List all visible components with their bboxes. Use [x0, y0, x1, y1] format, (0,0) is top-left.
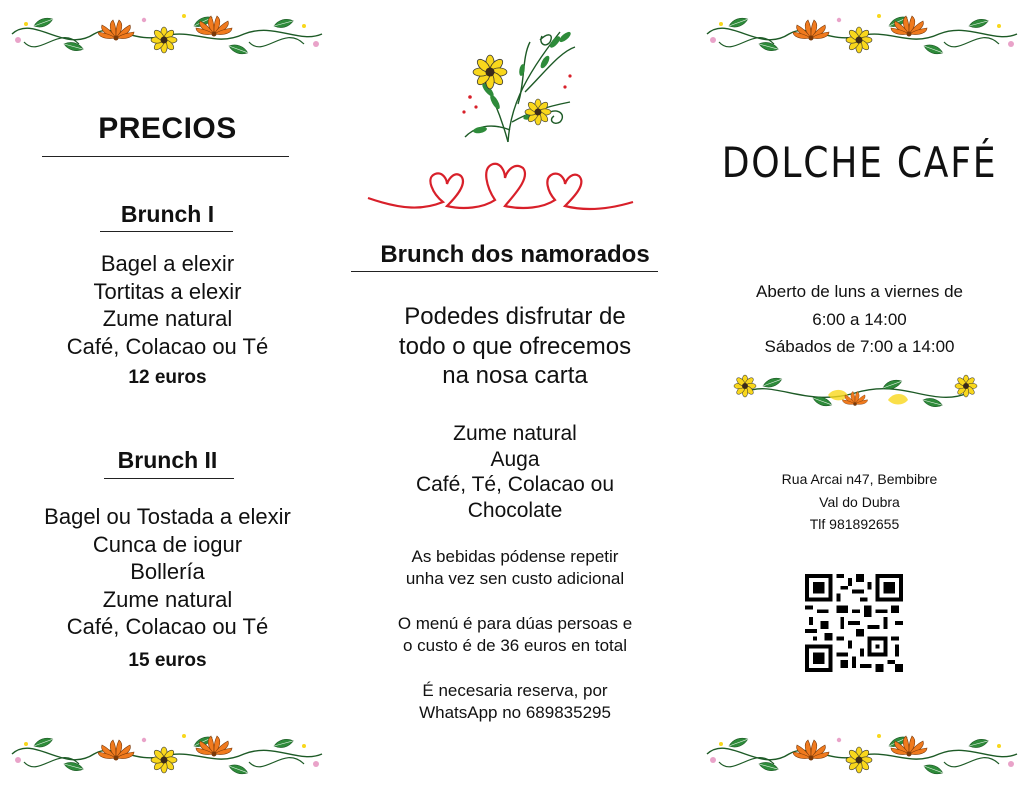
floral-divider-icon [733, 370, 978, 416]
note-line: O menú é para dúas persoas e [397, 614, 633, 633]
left-panel [0, 0, 335, 797]
brunch-1-underline [100, 231, 233, 232]
hearts-line-icon [363, 158, 638, 218]
address-block [695, 468, 1024, 536]
reservation-note [335, 680, 695, 724]
note-line: As bebidas pódense repetir [411, 547, 619, 566]
drink-item: Zume natural [453, 422, 577, 445]
brunch-2-price: 15 euros [128, 650, 207, 671]
note-line: WhatsApp no 689835295 [419, 703, 611, 722]
drink-item: Chocolate [467, 498, 563, 522]
qr-code-icon[interactable] [805, 574, 903, 672]
opening-hours [695, 278, 1024, 361]
address-line: Val do Dubra [819, 493, 900, 510]
special-brunch-title: Brunch dos namorados [380, 241, 650, 268]
note-line: É necesaria reserva, por [422, 681, 608, 700]
drink-item: Café, Té, Colacao ou [415, 473, 615, 496]
intro-text [335, 302, 695, 391]
special-title-underline [351, 271, 658, 272]
menu-item: Bagel a elexir [100, 251, 235, 276]
menu-item: Bollería [130, 559, 205, 584]
prices-heading: PRECIOS [98, 112, 237, 145]
menu-item: Café, Colacao ou Té [66, 614, 269, 639]
right-panel [695, 0, 1024, 797]
menu-item: Café, Colacao ou Té [66, 333, 269, 359]
menu-item: Zume natural [102, 586, 233, 612]
intro-line: na nosa carta [442, 362, 588, 389]
floral-border-icon [699, 4, 1024, 68]
price-note [335, 613, 695, 657]
note-line: o custo é de 36 euros en total [403, 636, 627, 655]
cafe-logo: DOLCHE CAFÉ [721, 138, 998, 187]
hours-line: 6:00 a 14:00 [812, 309, 907, 329]
refill-note [335, 546, 695, 590]
middle-panel [335, 0, 695, 797]
heading-underline [42, 156, 289, 157]
floral-border-icon [4, 4, 330, 68]
intro-line: todo o que ofrecemos [398, 332, 632, 360]
hours-line: Aberto de luns a viernes de [756, 282, 963, 301]
note-line: unha vez sen custo adicional [405, 569, 625, 588]
intro-line: Podedes disfrutar de [404, 303, 626, 330]
brunch-1-items [0, 250, 335, 360]
hours-line: Sábados de 7:00 a 14:00 [764, 337, 955, 356]
brunch-1-title: Brunch I [120, 201, 215, 227]
floral-border-icon [699, 724, 1024, 788]
menu-item: Bagel ou Tostada a elexir [44, 504, 291, 529]
drinks-list [335, 421, 695, 523]
brunch-2-title: Brunch II [117, 447, 218, 473]
brunch-2-underline [104, 478, 234, 479]
brunch-2-items [0, 503, 335, 641]
menu-item: Zume natural [102, 306, 233, 331]
menu-item: Cunca de iogur [92, 531, 243, 557]
floral-border-icon [4, 724, 330, 788]
menu-item: Tortitas a elexir [93, 278, 242, 304]
brunch-1-price: 12 euros [128, 367, 207, 388]
drink-item: Auga [490, 447, 540, 471]
address-line: Rua Arcai n47, Bembibre [781, 471, 938, 487]
phone-line: Tlf 981892655 [809, 516, 900, 532]
flower-bouquet-icon [450, 12, 585, 152]
